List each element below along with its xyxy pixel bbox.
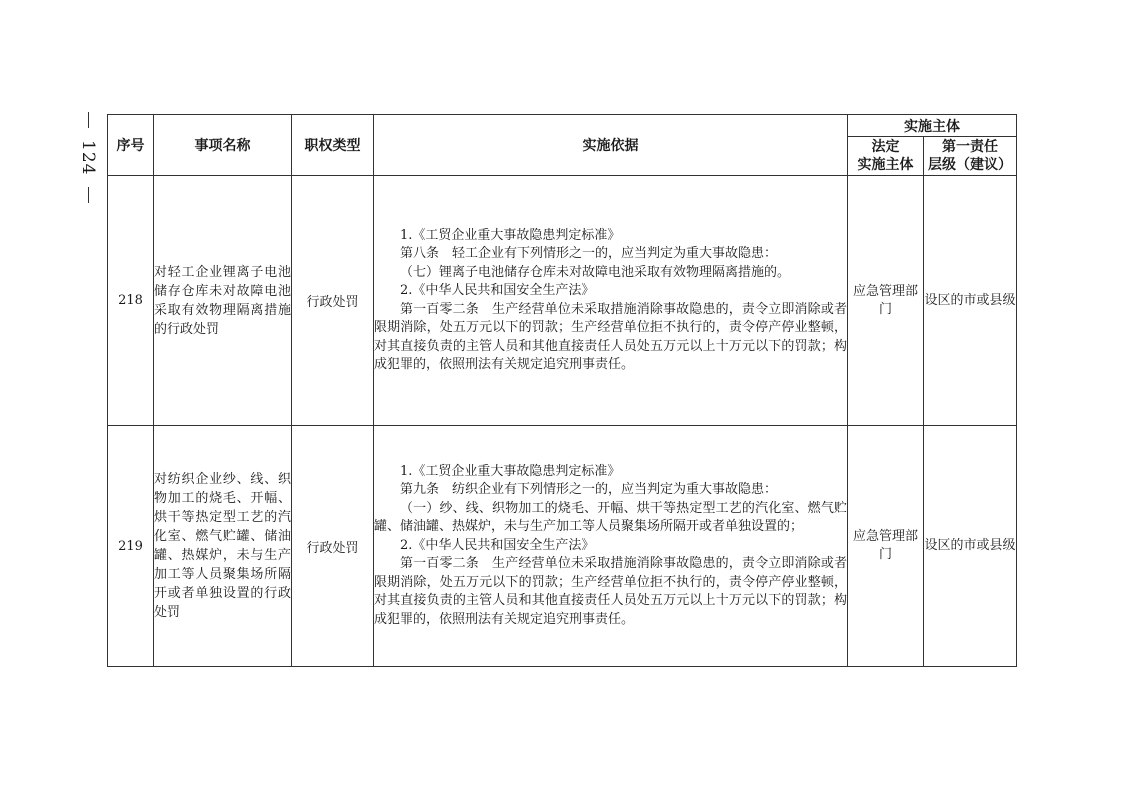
row-basis xyxy=(374,426,848,667)
table-row xyxy=(108,426,1017,667)
page-number-dash-top xyxy=(88,112,89,128)
row-legal-subject: 应急管理部门 xyxy=(848,426,924,667)
basis-line: 1.《工贸企业重大事故隐患判定标准》 xyxy=(400,463,621,479)
basis-line: 1.《工贸企业重大事故隐患判定标准》 xyxy=(400,227,621,243)
basis-line: 第一百零二条 生产经营单位未采取措施消除事故隐患的，责令立即消除或者限期消除，处五万元以下的罚款；生产经营单位拒不执行的，责令停产停业整顿，对其直接负责的主管人员和其他直接责任人员处五万元以上十万元以下的罚款；构成犯罪的，依照刑法有关规定追究刑事责任。 xyxy=(374,556,847,627)
row-seq: 219 xyxy=(108,426,154,667)
page-number-text: 124 xyxy=(78,140,98,176)
basis-line: 2.《中华人民共和国安全生产法》 xyxy=(400,537,595,553)
basis-line: 第八条 轻工企业有下列情形之一的，应当判定为重大事故隐患： xyxy=(400,246,778,261)
basis-line: （七）锂离子电池储存仓库未对故障电池采取有效物理隔离措施的。 xyxy=(400,264,791,280)
page-number xyxy=(74,112,102,222)
header-seq: 序号 xyxy=(108,115,154,176)
header-level xyxy=(924,137,1017,176)
header-level-line2: 层级（建议） xyxy=(928,157,1012,173)
basis-line: 第九条 纺织企业有下列情形之一的，应当判定为重大事故隐患： xyxy=(400,482,778,498)
header-basis: 实施依据 xyxy=(374,115,848,176)
row-authority-type: 行政处罚 xyxy=(292,176,374,426)
row-item-name: 对纺织企业纱、线、织物加工的烧毛、开幅、烘干等热定型工艺的汽化室、燃气贮罐、储油罐、热媒炉，未与生产加工等人员聚集场所隔开或者单独设置的行政处罚 xyxy=(154,426,292,667)
basis-line: 第一百零二条 生产经营单位未采取措施消除事故隐患的，责令立即消除或者限期消除，处五万元以下的罚款；生产经营单位拒不执行的，责令停产停业整顿，对其直接负责的主管人员和其他直接责任人员处五万元以上十万元以下的罚款；构成犯罪的，依照刑法有关规定追究刑事责任。 xyxy=(374,301,847,372)
row-level: 设区的市或县级 xyxy=(924,426,1017,667)
row-basis xyxy=(374,176,848,426)
page-number-dash-bottom xyxy=(88,187,89,203)
header-level-line1: 第一责任 xyxy=(942,139,998,155)
enforcement-items-table xyxy=(107,114,1017,667)
basis-line: 2.《中华人民共和国安全生产法》 xyxy=(400,283,595,298)
row-seq: 218 xyxy=(108,176,154,426)
row-legal-subject: 应急管理部门 xyxy=(848,176,924,426)
header-legal-subject xyxy=(848,137,924,176)
table-row xyxy=(108,176,1017,426)
header-subject-group: 实施主体 xyxy=(848,115,1017,137)
row-authority-type: 行政处罚 xyxy=(292,426,374,667)
basis-line: （一）纱、线、织物加工的烧毛、开幅、烘干等热定型工艺的汽化室、燃气贮罐、储油罐、热媒炉，未与生产加工等人员聚集场所隔开或者单独设置的； xyxy=(374,500,847,535)
row-item-name: 对轻工企业锂离子电池储存仓库未对故障电池采取有效物理隔离措施的行政处罚 xyxy=(154,176,292,426)
row-level: 设区的市或县级 xyxy=(924,176,1017,426)
header-authority-type: 职权类型 xyxy=(292,115,374,176)
header-item-name: 事项名称 xyxy=(154,115,292,176)
header-legal-subject-line1: 法定 xyxy=(871,139,900,155)
header-legal-subject-line2: 实施主体 xyxy=(857,157,914,173)
